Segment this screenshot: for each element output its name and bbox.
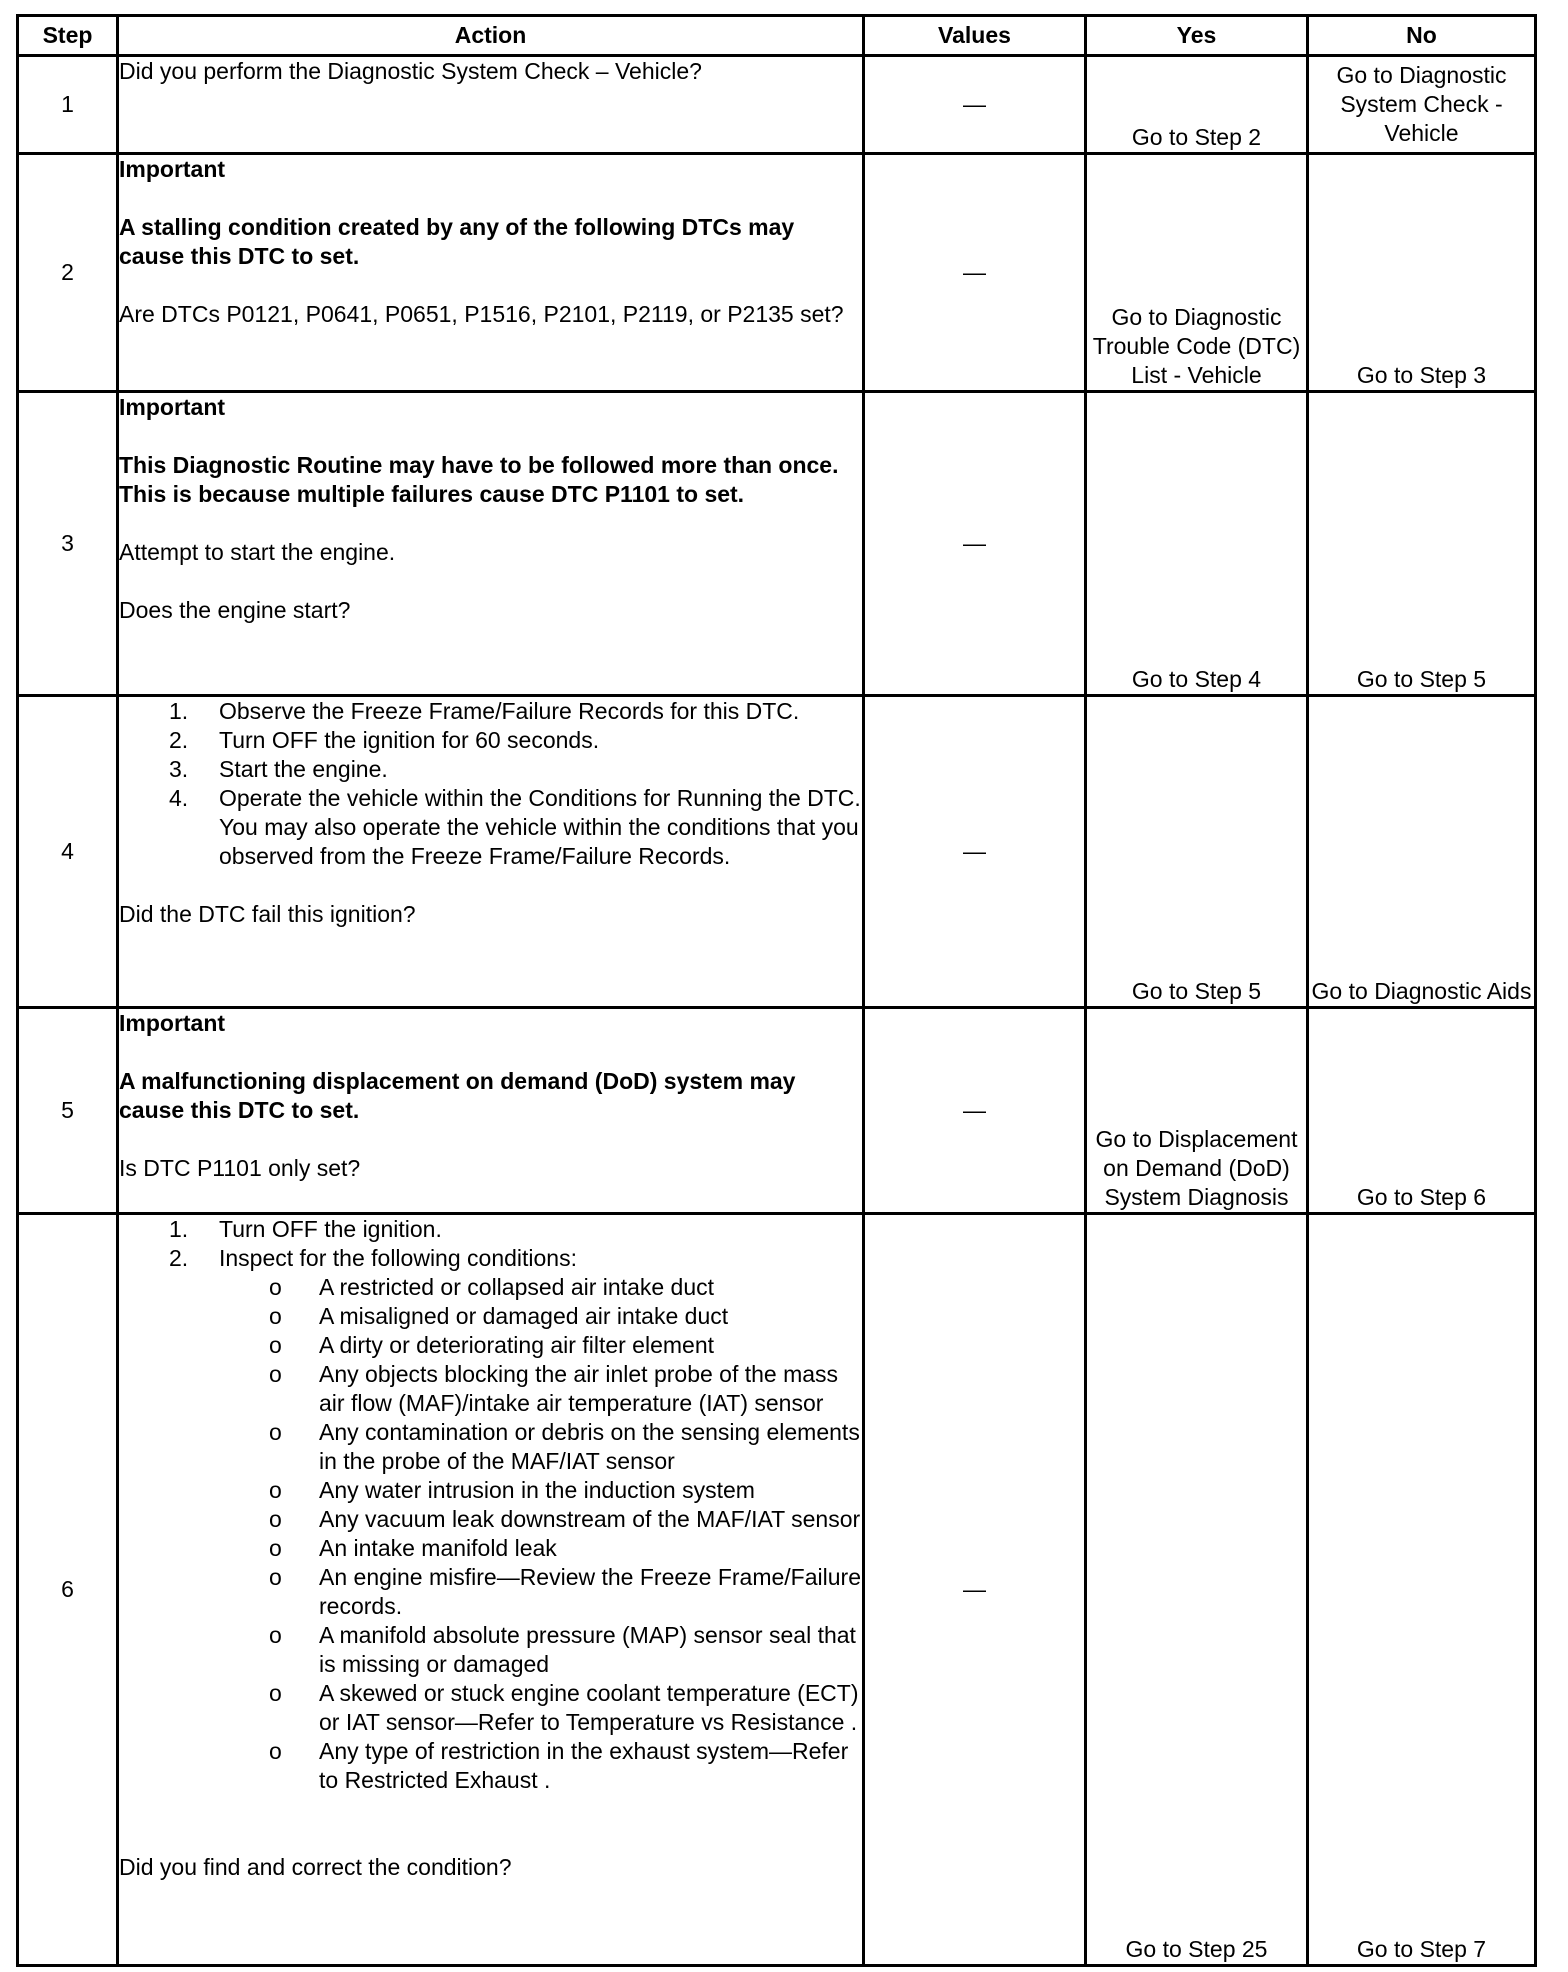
step-number: 5 [18,1008,118,1214]
list-item: o An intake manifold leak [269,1535,557,1561]
procedure-step: 3. Start the engine. [169,756,388,782]
list-item: o A manifold absolute pressure (MAP) sensor seal that is missing or damaged [269,1622,856,1677]
bullet-icon: o [269,1564,282,1590]
values-cell: — [864,1214,1086,1966]
diagnostic-table-container [16,14,1534,1967]
diagnostic-table [16,14,1537,1967]
action-question: Did the DTC fail this ignition? [119,901,416,927]
important-label: Important [119,156,226,182]
bullet-icon: o [269,1622,282,1648]
bullet-icon: o [269,1361,282,1387]
action-cell [118,392,864,696]
yes-cell: Go to Displacement on Demand (DoD) System Diagnosis [1086,1008,1308,1214]
list-item: o A misaligned or damaged air intake duct [269,1303,729,1329]
yes-cell: Go to Step 5 [1086,696,1308,1008]
action-cell [118,1008,864,1214]
action-question: Did you perform the Diagnostic System Check – Vehicle? [119,58,702,84]
list-item: o Any contamination or debris on the sensing elements in the probe of the MAF/IAT sensor [269,1419,860,1474]
procedure-list [119,1215,862,1273]
yes-cell: Go to Step 4 [1086,392,1308,696]
procedure-step: 4. Operate the vehicle within the Conditions for Running the DTC. You may also operate the vehicle within the conditions that you observed from the Freeze Frame/Failure Records. [169,785,861,869]
values-cell: — [864,56,1086,154]
list-item: o Any type of restriction in the exhaust system—Refer to Restricted Exhaust . [269,1738,849,1793]
action-cell [118,1214,864,1966]
step-number: 3 [18,392,118,696]
bullet-icon: o [269,1738,282,1764]
important-label: Important [119,1010,226,1036]
header-step: Step [18,16,118,56]
header-yes: Yes [1086,16,1308,56]
bullet-icon: o [269,1274,282,1300]
action-cell [118,154,864,392]
bullet-icon: o [269,1477,282,1503]
bullet-icon: o [269,1506,282,1532]
important-label: Important [119,394,226,420]
important-note: A malfunctioning displacement on demand (DoD) system may cause this DTC to set. [119,1068,796,1123]
yes-cell: Go to Step 25 [1086,1214,1308,1966]
header-no: No [1308,16,1536,56]
procedure-step: 1. Observe the Freeze Frame/Failure Records for this DTC. [169,698,800,724]
procedure-list [119,697,862,871]
values-cell: — [864,696,1086,1008]
no-cell: Go to Diagnostic Aids [1308,696,1536,1008]
header-values: Values [864,16,1086,56]
yes-cell: Go to Diagnostic Trouble Code (DTC) List - Vehicle [1086,154,1308,392]
action-question: Is DTC P1101 only set? [119,1155,361,1181]
table-row [18,1214,1536,1966]
no-cell: Go to Step 6 [1308,1008,1536,1214]
table-row [18,154,1536,392]
list-item: o A restricted or collapsed air intake duct [269,1274,715,1300]
important-note: This Diagnostic Routine may have to be followed more than once. This is because multiple failures cause DTC P1101 to set. [119,452,839,507]
list-item: o Any objects blocking the air inlet probe of the mass air flow (MAF)/intake air temperature (IAT) sensor [269,1361,839,1416]
action-instruction: Attempt to start the engine. [119,539,396,565]
no-cell: Go to Step 5 [1308,392,1536,696]
important-note: A stalling condition created by any of the following DTCs may cause this DTC to set. [119,214,795,269]
step-number: 6 [18,1214,118,1966]
table-row [18,696,1536,1008]
action-cell [118,696,864,1008]
action-question: Did you find and correct the condition? [119,1854,512,1880]
condition-list [119,1273,862,1795]
action-cell [118,56,864,154]
values-cell: — [864,154,1086,392]
bullet-icon: o [269,1332,282,1358]
table-row [18,56,1536,154]
no-cell: Go to Step 3 [1308,154,1536,392]
procedure-step: 2. Inspect for the following conditions: [169,1245,577,1271]
action-question: Are DTCs P0121, P0641, P0651, P1516, P2101, P2119, or P2135 set? [119,301,844,327]
table-row [18,392,1536,696]
header-action: Action [118,16,864,56]
list-item: o Any vacuum leak downstream of the MAF/IAT sensor [269,1506,861,1532]
step-number: 1 [18,56,118,154]
bullet-icon: o [269,1680,282,1706]
list-item: o A skewed or stuck engine coolant temperature (ECT) or IAT sensor—Refer to Temperature vs Resistance . [269,1680,859,1735]
no-cell: Go to Diagnostic System Check - Vehicle [1308,56,1536,154]
procedure-step: 1. Turn OFF the ignition. [169,1216,442,1242]
values-cell: — [864,1008,1086,1214]
list-item: o A dirty or deteriorating air filter element [269,1332,715,1358]
bullet-icon: o [269,1419,282,1445]
bullet-icon: o [269,1535,282,1561]
list-item: o Any water intrusion in the induction system [269,1477,755,1503]
bullet-icon: o [269,1303,282,1329]
step-number: 4 [18,696,118,1008]
yes-cell: Go to Step 2 [1086,56,1308,154]
step-number: 2 [18,154,118,392]
action-question: Does the engine start? [119,597,351,623]
no-cell: Go to Step 7 [1308,1214,1536,1966]
list-item: o An engine misfire—Review the Freeze Frame/Failure records. [269,1564,861,1619]
procedure-step: 2. Turn OFF the ignition for 60 seconds. [169,727,600,753]
header-row [18,16,1536,56]
values-cell: — [864,392,1086,696]
table-row [18,1008,1536,1214]
